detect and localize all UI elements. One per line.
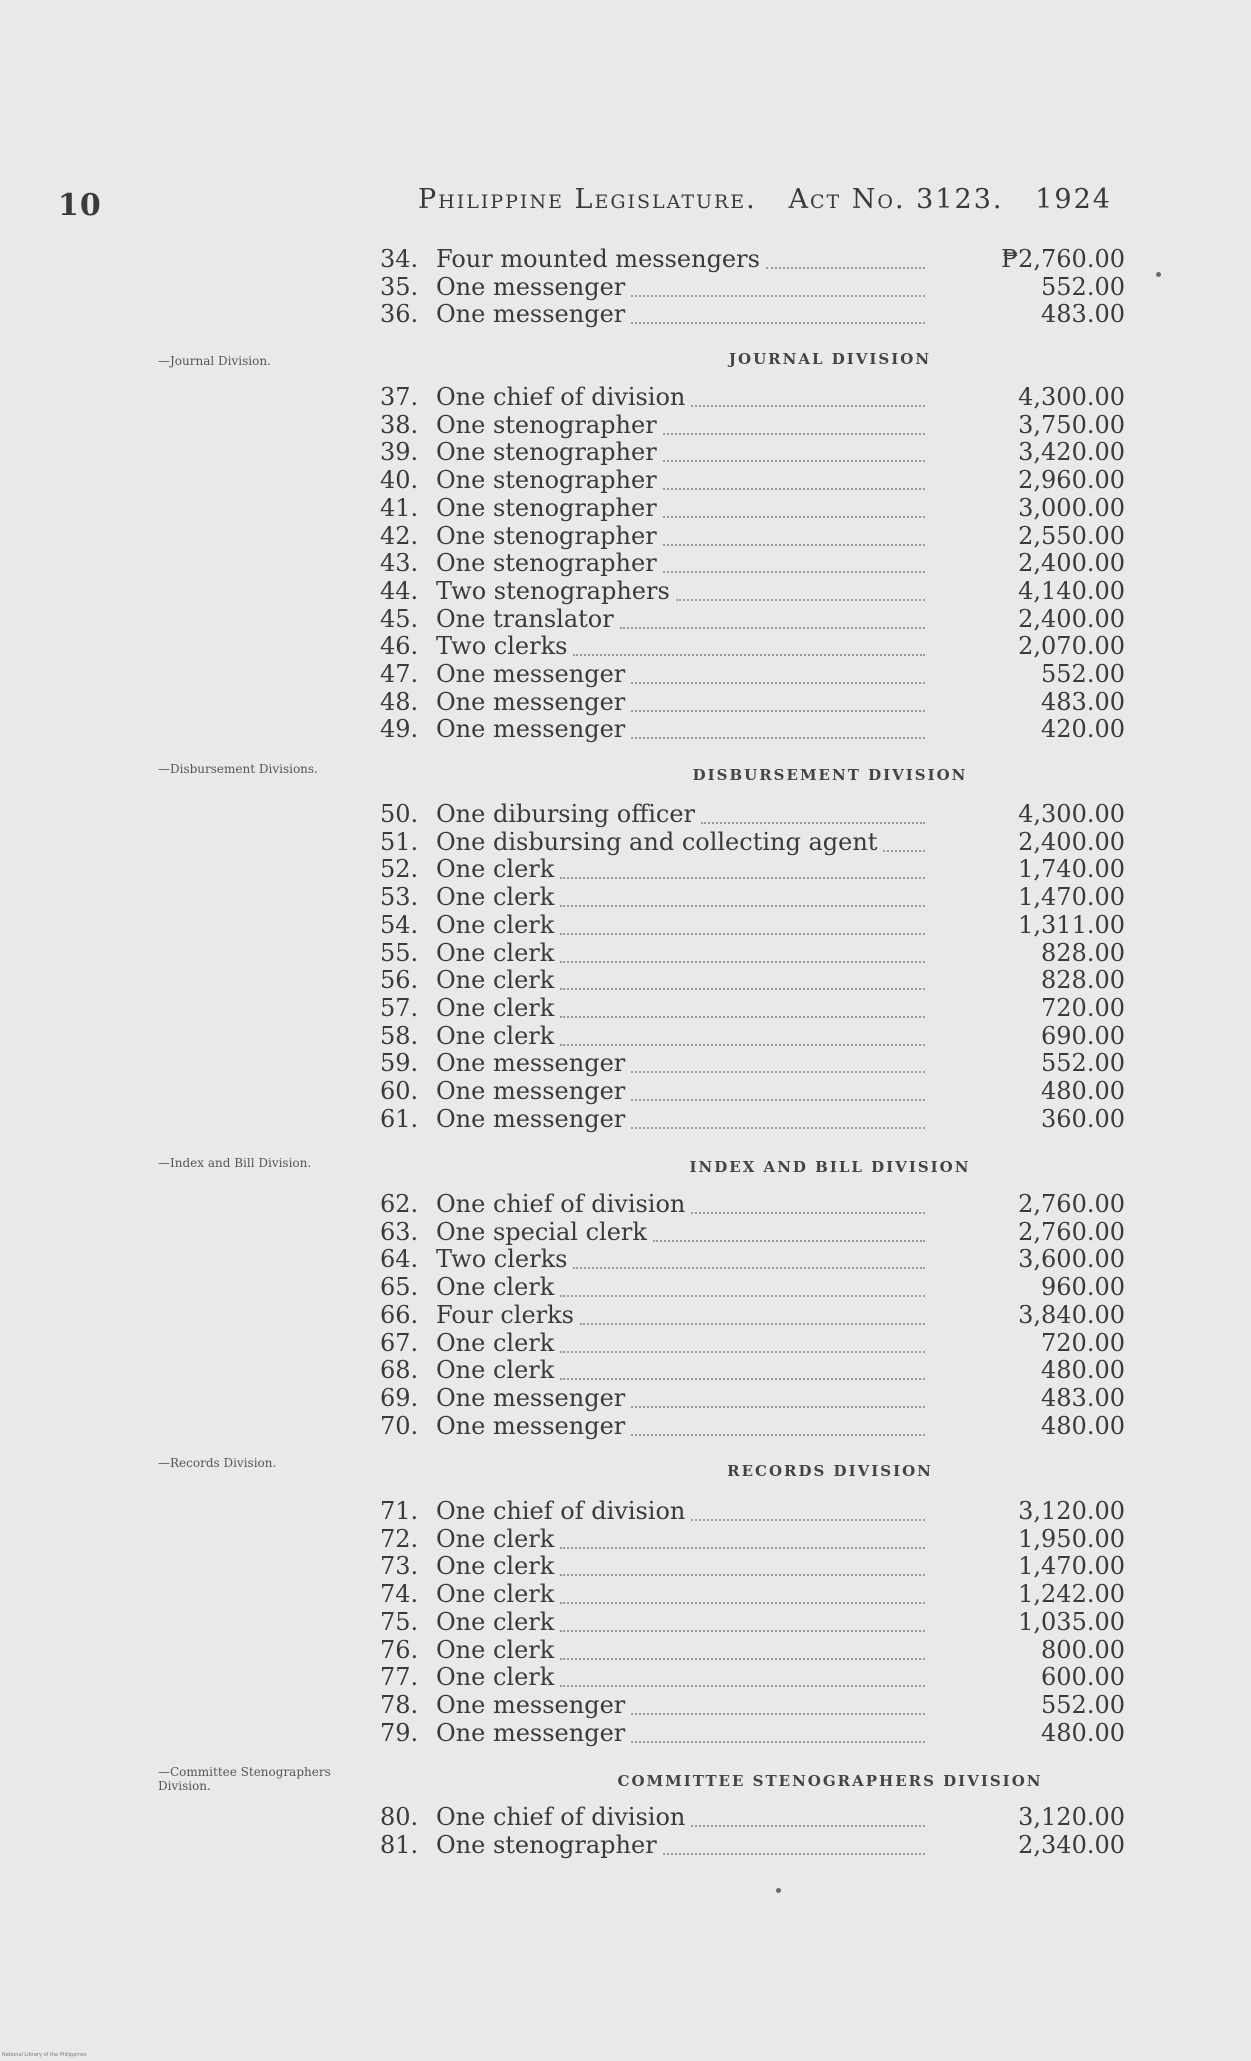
entry-description: One translator bbox=[436, 604, 614, 633]
entry-row bbox=[380, 1803, 1125, 1831]
entry-number: 47. bbox=[380, 660, 419, 688]
entry-description: Four clerks bbox=[436, 1300, 574, 1329]
entry-row bbox=[380, 1663, 1125, 1691]
entry-number: 59. bbox=[380, 1049, 419, 1078]
entry-amount: 552.00 bbox=[1041, 272, 1125, 301]
entry-amount: 2,550.00 bbox=[1018, 521, 1125, 550]
entry-number: 40. bbox=[380, 466, 419, 495]
entry-amount: 3,120.00 bbox=[1018, 1803, 1125, 1831]
section-title-records: RECORDS DIVISION bbox=[727, 1462, 933, 1480]
entry-row bbox=[380, 1384, 1125, 1412]
entry-description: One messenger bbox=[436, 1411, 626, 1440]
leader-dots bbox=[573, 652, 925, 656]
entry-row bbox=[380, 605, 1125, 633]
entry-description: One stenographer bbox=[436, 438, 657, 467]
leader-dots bbox=[560, 1014, 925, 1018]
leader-dots bbox=[631, 320, 925, 324]
entry-number: 68. bbox=[380, 1356, 419, 1385]
entry-amount: 1,242.00 bbox=[1018, 1580, 1125, 1609]
entry-row bbox=[380, 245, 1125, 273]
entry-description: One clerk bbox=[436, 1607, 555, 1636]
entry-number: 80. bbox=[380, 1803, 419, 1831]
entry-description: One stenographer bbox=[436, 521, 657, 550]
entry-row bbox=[380, 715, 1125, 743]
entry-amount: 828.00 bbox=[1041, 938, 1125, 967]
entry-amount: 3,750.00 bbox=[1018, 410, 1125, 439]
entry-description: One clerk bbox=[436, 1663, 555, 1692]
page-number: 10 bbox=[58, 188, 102, 223]
entry-amount: 483.00 bbox=[1041, 300, 1125, 329]
entry-amount: 1,950.00 bbox=[1018, 1524, 1125, 1553]
entry-amount: 1,311.00 bbox=[1018, 910, 1125, 939]
entry-number: 38. bbox=[380, 410, 419, 439]
entry-number: 73. bbox=[380, 1552, 419, 1581]
leader-dots bbox=[560, 903, 925, 907]
entry-amount: 3,600.00 bbox=[1018, 1245, 1125, 1274]
section-title-committee: COMMITTEE STENOGRAPHERS DIVISION bbox=[617, 1772, 1043, 1790]
leader-dots bbox=[560, 1683, 925, 1687]
entry-row bbox=[380, 1245, 1125, 1273]
entry-number: 69. bbox=[380, 1383, 419, 1412]
leader-dots bbox=[631, 1125, 925, 1129]
sidenote-index-bill: —Index and Bill Division. bbox=[158, 1156, 312, 1170]
entry-amount: 3,840.00 bbox=[1018, 1300, 1125, 1329]
leader-dots bbox=[560, 1572, 925, 1576]
entry-number: 45. bbox=[380, 604, 419, 633]
leader-dots bbox=[691, 1823, 925, 1827]
entry-number: 77. bbox=[380, 1663, 419, 1692]
entry-number: 48. bbox=[380, 687, 419, 716]
entry-description: One stenographer bbox=[436, 549, 657, 578]
entry-description: One clerk bbox=[436, 1356, 555, 1385]
entry-description: One chief of division bbox=[436, 1497, 686, 1525]
entry-row bbox=[380, 966, 1125, 994]
sidenote-committee: —Committee Stenographers Division. bbox=[158, 1765, 331, 1793]
entry-number: 79. bbox=[380, 1718, 419, 1747]
leader-dots bbox=[631, 1097, 925, 1101]
entry-amount: 4,300.00 bbox=[1018, 800, 1125, 828]
leader-dots bbox=[631, 1404, 925, 1408]
entry-row bbox=[380, 1190, 1125, 1218]
entry-row bbox=[380, 1049, 1125, 1077]
section-title-journal: JOURNAL DIVISION bbox=[728, 350, 932, 368]
leader-dots bbox=[663, 569, 925, 573]
entry-row bbox=[380, 438, 1125, 466]
specks bbox=[776, 1888, 781, 1893]
entry-description: One clerk bbox=[436, 1552, 555, 1581]
leader-dots bbox=[560, 1293, 925, 1297]
entry-number: 43. bbox=[380, 549, 419, 578]
entry-row bbox=[380, 1022, 1125, 1050]
entry-description: One messenger bbox=[436, 1049, 626, 1078]
entry-row bbox=[380, 273, 1125, 301]
entry-row bbox=[380, 577, 1125, 605]
running-head-title: Philippine Legislature. bbox=[418, 184, 757, 215]
entry-description: One clerk bbox=[436, 993, 555, 1022]
leader-dots bbox=[580, 1321, 925, 1325]
entry-number: 60. bbox=[380, 1077, 419, 1105]
entry-row bbox=[380, 911, 1125, 939]
entry-description: One special clerk bbox=[436, 1217, 647, 1246]
entry-row bbox=[380, 883, 1125, 911]
entry-description: One chief of division bbox=[436, 1190, 686, 1218]
entry-number: 54. bbox=[380, 910, 419, 939]
entry-row bbox=[380, 1525, 1125, 1553]
entry-description: Two stenographers bbox=[436, 576, 670, 605]
entry-amount: 360.00 bbox=[1041, 1104, 1125, 1133]
leader-dots bbox=[631, 1739, 925, 1743]
entry-number: 75. bbox=[380, 1607, 419, 1636]
leader-dots bbox=[620, 625, 925, 629]
entry-amount: 3,420.00 bbox=[1018, 438, 1125, 467]
entry-amount: 1,470.00 bbox=[1018, 883, 1125, 912]
entry-row bbox=[380, 1691, 1125, 1719]
leader-dots bbox=[560, 1600, 925, 1604]
entry-row bbox=[380, 1831, 1125, 1859]
entry-row bbox=[380, 688, 1125, 716]
entry-description: One clerk bbox=[436, 883, 555, 912]
footer-credit: National Library of the Philippines bbox=[2, 2052, 87, 2058]
entry-description: Four mounted messengers bbox=[436, 245, 760, 273]
entry-number: 41. bbox=[380, 493, 419, 522]
leader-dots bbox=[560, 986, 925, 990]
entry-amount: 720.00 bbox=[1041, 993, 1125, 1022]
entry-number: 44. bbox=[380, 576, 419, 605]
entry-amount: 1,035.00 bbox=[1018, 1607, 1125, 1636]
leader-dots bbox=[676, 597, 925, 601]
entry-description: One messenger bbox=[436, 1383, 626, 1412]
running-head-year: 1924 bbox=[1035, 184, 1112, 215]
entry-description: One stenographer bbox=[436, 1830, 657, 1859]
entry-number: 42. bbox=[380, 521, 419, 550]
entry-amount: 483.00 bbox=[1041, 1383, 1125, 1412]
leader-dots bbox=[631, 735, 925, 739]
leader-dots bbox=[560, 1376, 925, 1380]
entry-row bbox=[380, 939, 1125, 967]
entry-row bbox=[380, 1077, 1125, 1105]
entry-number: 72. bbox=[380, 1524, 419, 1553]
entry-amount: 828.00 bbox=[1041, 966, 1125, 995]
entry-number: 81. bbox=[380, 1830, 419, 1859]
entry-row bbox=[380, 1218, 1125, 1246]
entry-amount: 480.00 bbox=[1041, 1356, 1125, 1385]
leader-dots bbox=[691, 1517, 925, 1521]
entry-number: 50. bbox=[380, 800, 419, 828]
entry-description: Two clerks bbox=[436, 1245, 568, 1274]
entry-row bbox=[380, 855, 1125, 883]
entry-amount: 2,070.00 bbox=[1018, 632, 1125, 661]
entry-number: 55. bbox=[380, 938, 419, 967]
entry-amount: 2,760.00 bbox=[1018, 1190, 1125, 1218]
entry-description: One stenographer bbox=[436, 493, 657, 522]
entry-description: One disbursing and collecting agent bbox=[436, 827, 878, 856]
leader-dots bbox=[631, 1432, 925, 1436]
entry-number: 58. bbox=[380, 1021, 419, 1050]
entry-description: One stenographer bbox=[436, 410, 657, 439]
leader-dots bbox=[663, 542, 925, 546]
entry-row bbox=[380, 1552, 1125, 1580]
entry-row bbox=[380, 1301, 1125, 1329]
entry-amount: 690.00 bbox=[1041, 1021, 1125, 1050]
leader-dots bbox=[631, 1069, 925, 1073]
leader-dots bbox=[701, 820, 925, 824]
entry-amount: 552.00 bbox=[1041, 1049, 1125, 1078]
entry-row bbox=[380, 1580, 1125, 1608]
entry-number: 63. bbox=[380, 1217, 419, 1246]
entry-amount: 2,340.00 bbox=[1018, 1830, 1125, 1859]
entry-number: 74. bbox=[380, 1580, 419, 1609]
entry-number: 57. bbox=[380, 993, 419, 1022]
entry-amount: 720.00 bbox=[1041, 1328, 1125, 1357]
entry-row bbox=[380, 300, 1125, 328]
entry-number: 35. bbox=[380, 272, 419, 301]
entry-amount: 480.00 bbox=[1041, 1411, 1125, 1440]
entry-amount: 4,300.00 bbox=[1018, 383, 1125, 411]
entry-row bbox=[380, 1329, 1125, 1357]
entry-row bbox=[380, 494, 1125, 522]
entry-number: 46. bbox=[380, 632, 419, 661]
entry-amount: 552.00 bbox=[1041, 1690, 1125, 1719]
leader-dots bbox=[573, 1265, 925, 1269]
leader-dots bbox=[560, 1656, 925, 1660]
running-head bbox=[418, 184, 1112, 215]
entry-number: 56. bbox=[380, 966, 419, 995]
entry-row bbox=[380, 1608, 1125, 1636]
entry-row bbox=[380, 466, 1125, 494]
entry-number: 67. bbox=[380, 1328, 419, 1357]
leader-dots bbox=[631, 293, 925, 297]
entry-amount: 480.00 bbox=[1041, 1718, 1125, 1747]
entry-number: 34. bbox=[380, 245, 419, 273]
entry-number: 78. bbox=[380, 1690, 419, 1719]
entry-row bbox=[380, 800, 1125, 828]
entry-number: 70. bbox=[380, 1411, 419, 1440]
entry-description: One messenger bbox=[436, 1718, 626, 1747]
entry-description: One messenger bbox=[436, 1690, 626, 1719]
entry-amount: 4,140.00 bbox=[1018, 576, 1125, 605]
entry-number: 71. bbox=[380, 1497, 419, 1525]
leader-dots bbox=[560, 1628, 925, 1632]
entry-amount: ₱2,760.00 bbox=[1001, 245, 1125, 273]
entry-amount: 1,470.00 bbox=[1018, 1552, 1125, 1581]
entry-amount: 2,400.00 bbox=[1018, 827, 1125, 856]
leader-dots bbox=[631, 680, 925, 684]
entry-description: One messenger bbox=[436, 687, 626, 716]
leader-dots bbox=[560, 959, 925, 963]
entry-row bbox=[380, 1273, 1125, 1301]
entry-description: One clerk bbox=[436, 1635, 555, 1664]
entry-description: One clerk bbox=[436, 1580, 555, 1609]
entry-number: 51. bbox=[380, 827, 419, 856]
entry-description: One clerk bbox=[436, 1273, 555, 1302]
sidenote-journal: —Journal Division. bbox=[158, 354, 271, 368]
leader-dots bbox=[560, 1545, 925, 1549]
entry-row bbox=[380, 1636, 1125, 1664]
sidenote-records: —Records Division. bbox=[158, 1456, 277, 1470]
entry-number: 52. bbox=[380, 855, 419, 884]
entry-number: 36. bbox=[380, 300, 419, 329]
entry-amount: 1,740.00 bbox=[1018, 855, 1125, 884]
entry-number: 49. bbox=[380, 715, 419, 744]
entry-number: 65. bbox=[380, 1273, 419, 1302]
leader-dots bbox=[631, 1711, 925, 1715]
entry-row bbox=[380, 411, 1125, 439]
entry-number: 62. bbox=[380, 1190, 419, 1218]
entry-description: One clerk bbox=[436, 1524, 555, 1553]
sidenote-disbursement: —Disbursement Divisions. bbox=[158, 762, 318, 776]
entry-amount: 2,960.00 bbox=[1018, 466, 1125, 495]
entry-row bbox=[380, 660, 1125, 688]
leader-dots bbox=[560, 1349, 925, 1353]
entry-amount: 600.00 bbox=[1041, 1663, 1125, 1692]
entry-description: One messenger bbox=[436, 272, 626, 301]
leader-dots bbox=[560, 1042, 925, 1046]
entry-description: One chief of division bbox=[436, 1803, 686, 1831]
leader-dots bbox=[560, 931, 925, 935]
entry-amount: 3,120.00 bbox=[1018, 1497, 1125, 1525]
entry-number: 76. bbox=[380, 1635, 419, 1664]
section-title-index-bill: INDEX AND BILL DIVISION bbox=[689, 1158, 971, 1176]
entry-description: One clerk bbox=[436, 1328, 555, 1357]
entry-description: One clerk bbox=[436, 855, 555, 884]
leader-dots bbox=[631, 708, 925, 712]
entry-amount: 2,400.00 bbox=[1018, 549, 1125, 578]
leader-dots bbox=[663, 431, 925, 435]
leader-dots bbox=[560, 875, 925, 879]
entry-description: One clerk bbox=[436, 966, 555, 995]
entry-description: One stenographer bbox=[436, 466, 657, 495]
specks bbox=[1156, 272, 1161, 277]
entry-number: 61. bbox=[380, 1104, 419, 1133]
entry-description: One messenger bbox=[436, 660, 626, 688]
entry-description: One messenger bbox=[436, 1104, 626, 1133]
entry-row bbox=[380, 1356, 1125, 1384]
entry-row bbox=[380, 1412, 1125, 1440]
leader-dots bbox=[691, 403, 925, 407]
entry-amount: 552.00 bbox=[1041, 660, 1125, 688]
entry-number: 66. bbox=[380, 1300, 419, 1329]
entry-amount: 480.00 bbox=[1041, 1077, 1125, 1105]
entry-number: 39. bbox=[380, 438, 419, 467]
entry-description: One chief of division bbox=[436, 383, 686, 411]
section-title-disbursement: DISBURSEMENT DIVISION bbox=[692, 766, 968, 784]
entry-description: One dibursing officer bbox=[436, 800, 696, 828]
entry-description: One messenger bbox=[436, 715, 626, 744]
entry-row bbox=[380, 994, 1125, 1022]
entry-description: One messenger bbox=[436, 300, 626, 329]
entry-row bbox=[380, 522, 1125, 550]
leader-dots bbox=[663, 514, 925, 518]
entry-amount: 800.00 bbox=[1041, 1635, 1125, 1664]
entry-amount: 3,000.00 bbox=[1018, 493, 1125, 522]
entry-amount: 483.00 bbox=[1041, 687, 1125, 716]
entry-row bbox=[380, 1719, 1125, 1747]
leader-dots bbox=[691, 1210, 925, 1214]
entry-description: One clerk bbox=[436, 1021, 555, 1050]
entry-amount: 960.00 bbox=[1041, 1273, 1125, 1302]
leader-dots bbox=[883, 848, 925, 852]
entry-description: Two clerks bbox=[436, 632, 568, 661]
entry-description: One clerk bbox=[436, 938, 555, 967]
entry-row bbox=[380, 1105, 1125, 1133]
entry-amount: 420.00 bbox=[1041, 715, 1125, 744]
leader-dots bbox=[663, 486, 925, 490]
entry-row bbox=[380, 1497, 1125, 1525]
entry-row bbox=[380, 632, 1125, 660]
entry-number: 37. bbox=[380, 383, 419, 411]
entry-amount: 2,400.00 bbox=[1018, 604, 1125, 633]
leader-dots bbox=[663, 458, 925, 462]
running-head-act: Act No. 3123. bbox=[788, 184, 1004, 215]
leader-dots bbox=[663, 1851, 925, 1855]
entry-row bbox=[380, 549, 1125, 577]
entry-number: 64. bbox=[380, 1245, 419, 1274]
entry-row bbox=[380, 383, 1125, 411]
leader-dots bbox=[653, 1238, 925, 1242]
entry-description: One messenger bbox=[436, 1077, 626, 1105]
entry-description: One clerk bbox=[436, 910, 555, 939]
entry-row bbox=[380, 828, 1125, 856]
entry-amount: 2,760.00 bbox=[1018, 1217, 1125, 1246]
entry-number: 53. bbox=[380, 883, 419, 912]
leader-dots bbox=[766, 265, 925, 269]
